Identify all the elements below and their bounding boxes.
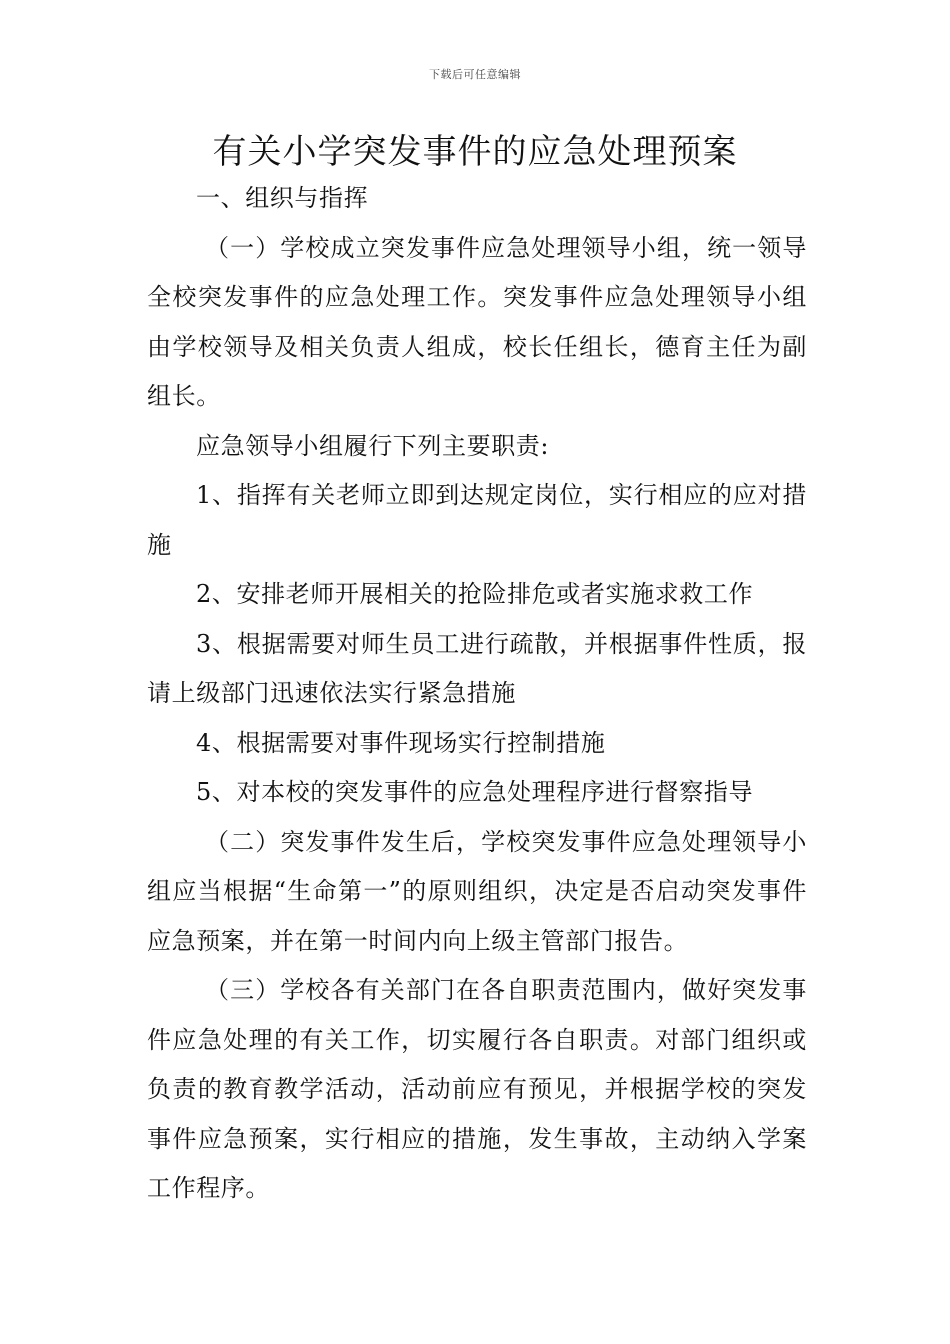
paragraph: 应急领导小组履行下列主要职责: xyxy=(196,431,550,460)
paragraph: （二）突发事件发生后，学校突发事件应急处理领导小组应当根据“生命第一”的原则组织，决定是否启动突发事件应急预案，并在第一时间内向上级主管部门报告。 xyxy=(147,827,807,955)
paragraph: （一）学校成立突发事件应急处理领导小组，统一领导全校突发事件的应急处理工作。突发事件应急处理领导小组由学校领导及相关负责人组成，校长任组长，德育主任为副组长。 xyxy=(147,233,807,410)
header-note: 下载后可任意编辑 xyxy=(429,68,521,81)
section-heading: 一、组织与指挥 xyxy=(196,184,369,212)
paragraph: （三）学校各有关部门在各自职责范围内，做好突发事件应急处理的有关工作，切实履行各自职责。对部门组织或负责的教育教学活动，活动前应有预见，并根据学校的突发事件应急预案，实行相应的措施，发生事故，主动纳入学案工作程序。 xyxy=(147,976,807,1202)
document-body xyxy=(147,174,807,1214)
list-item: 1、指挥有关老师立即到达规定岗位，实行相应的应对措施 xyxy=(147,481,807,559)
list-item: 3、根据需要对师生员工进行疏散，并根据事件性质，报请上级部门迅速依法实行紧急措施 xyxy=(147,629,807,707)
document-title: 有关小学突发事件的应急处理预案 xyxy=(212,132,738,172)
list-item: 2、安排老师开展相关的抢险排危或者实施求救工作 xyxy=(196,580,754,608)
list-item: 5、对本校的突发事件的应急处理程序进行督察指导 xyxy=(196,778,754,806)
list-item: 4、根据需要对事件现场实行控制措施 xyxy=(196,728,606,757)
